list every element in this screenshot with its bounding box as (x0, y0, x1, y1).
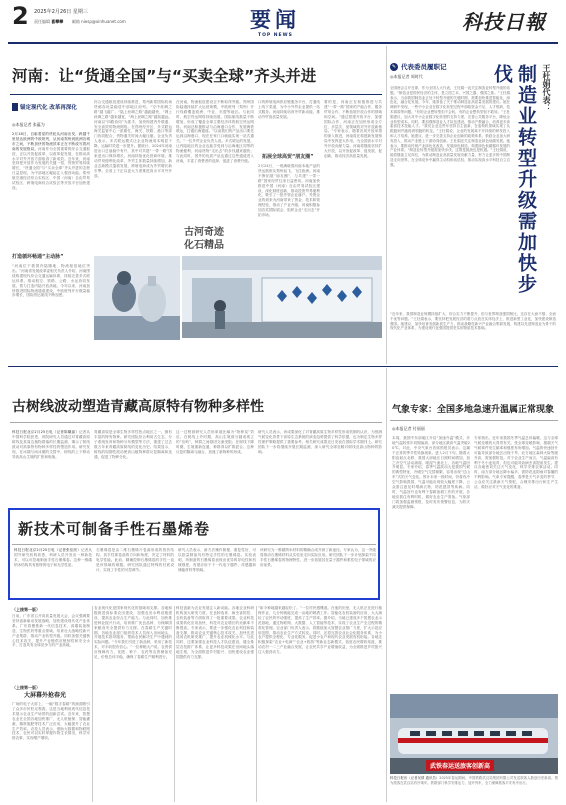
graphene-body-col4: 该研究为一维碳纳米材料的精确合成开辟了新途径。专家认为，这一突破将推动石墨烯材料从实验室走向实际应用。研究团队下一步计划探索不同手性石墨烯卷的物理特性，进一步拓展其在量子器件和柔性电子领域的应用前景。 (260, 548, 376, 567)
trees-weather-divider (386, 368, 387, 802)
rep-tag-icon: ✎ (391, 63, 397, 70)
trees-body-col4: 研究人员表示，该成果深化了对青藏高原生物多样性形成机制的认识，为预测气候变化背景下高原生态系统的演变趋势提供了科学依据，也为制定生物多样性保护策略提供了重要参考。相关研究成果近日发表在国际学术期刊上。研究团队下一步将继续开展长期监测，深入研究全球变暖对树线及高山物种的影响。 (258, 430, 382, 454)
editor-line (34, 19, 126, 25)
rep-vertical-name: 王杜娟代表： (542, 64, 551, 112)
weather-headline: 气象专家：全国多地急速升温属正常现象 (392, 405, 555, 415)
column-tag (12, 102, 77, 112)
bottom-body-col1b: 广场的电子大屏上，一幅“数字春耕”的画面吸引了众多市民驻足观看。这是当地利用现代信息技术展示农业生产场景的创新尝试。近年来，智慧农业在全国各地加快推广，无人机植保、智能灌溉、精准施肥等技术广泛应用，大幅提升了农业生产效率。农技人员表示，借助大数据和物联网技术，农民可以实时掌握作物生长情况，科学安排农事，实现增产增收。 (12, 702, 90, 741)
weather-byline: ◎本报记者 付丽丽 (392, 426, 425, 431)
col-divider-bottom-2 (174, 606, 175, 802)
graphene-body-col1: 科技日报北京2月25日电（记者张佳欣）记者从国外研究机构获悉，科研人员开发出一种新技术，可以可控地制备手性石墨烯卷。这种一维碳纳米结构具有独特的电子和光学性质。 (14, 548, 92, 567)
trees-headline: 古树线波动塑造青藏高原特有物种多样性 (12, 399, 264, 415)
lead-byline: ◎本报记者 张蕴为 (12, 122, 45, 127)
trees-body-col1: 科技日报北京2月25日电（记者陈曦嘉）记者从中国科学院获悉，该院研究人员通过对青藏高原树线及其周边植物群落的长期监测，揭示了树线波动对高原特有物种多样性的塑造作用。研究发现，在冰期与间冰期的交替中，树线的上下移动导致高山生境的扩张和收缩。 (12, 430, 90, 459)
wuhan-photo-title: 武铁春运送旅客创新高 (426, 760, 494, 771)
editor-name: 喜攀攀 (51, 19, 64, 24)
museum-illustration (182, 256, 382, 338)
lead-subhead-1: 打造循环畅通“主动脉” (12, 254, 64, 260)
lead-subhead-2: 拓展全球高贸“朋友圈” (262, 154, 314, 160)
bottom-body-col3: 科技创新为农业发展注入新动能。各地农业科研机构加大研发力度，在良种选育、病虫害防控、农机装备等方面取得了一批重要成果。农业科技成果转化应用加快，科技对农业增长的贡献率不断提高。专家表示，要进一步强化农业科技和装备支撑，推动农业关键核心技术攻关，加快先进适用农机研发推广，提升农业机械化水平。与此同时，还要加强农业科技人才队伍建设，健全基层农技推广体系，让更多科技成果在田间地头落地生根，为全面推进乡村振兴、加快建设农业强国提供有力支撑。 (176, 606, 254, 660)
issue-date: 2025年2月26日 星期三 (34, 9, 88, 15)
email-label: 邮箱 (71, 19, 80, 24)
lead-rep-divider (386, 46, 387, 364)
weather-body-col1: 本周，我国中东部地区开启“加速升温”模式，多地气温较常年同期偏高，部分地区最高气温突破20℃。对此，中央气象台首席预报员表示，这属于正常的季节性转换现象。进入2月下旬，随着太阳直射点北移，我国大部地区日照时间增加，加之冷空气活动减弱，暖湿气流北上，各地气温回升明显。专家介绍，春季气温波动大是我国气候的典型特征，冷暖空气交替频繁，容易出现“过山车”式的天气变化。预计未来一段时间，仍将有冷空气影响我国，气温可能出现较大幅度下降，公众需注意及时增减衣物，防范感冒等疾病。同时，气温回升也有利于春耕备耕工作的开展，各地应抓住有利时机，做好农业生产准备。气象部门将加强监测预报，及时发布预警信息，为防灾减灾提供保障。 (392, 436, 470, 509)
bottle-photo (94, 256, 180, 340)
lead-headline: 河南：让“货通全国”与“买卖全球”齐头并进 (12, 67, 317, 85)
rep-tag-label: 代表委员履职记 (401, 63, 447, 71)
graphene-body-col2: 石墨烯卷是由二维石墨烯片卷曲形成的管状结构，其手性即卷曲的方向和角度，决定了材料的电学性能。此前，精确控制石墨烯卷的手性一直是该领域的难题。研究团队通过特殊的衬底设计，实现了手性的可控调节。 (96, 548, 174, 572)
side-photo-title-2: 化石精品 (184, 240, 224, 251)
lead-body-col1b: “河南位于我国内陆腹地，物流枢纽地位突出。”河南省发展改革委相关负责人介绍，河南围绕构建现代综合交通运输体系，持续完善多式联运体系，推动航空、铁路、公路、水运协同发展，着力打造内陆开放高地。今年以来，河南加快推进国际物流通道建设，中欧班列开行数量稳步增长，国际货运航线不断加密。 (12, 264, 90, 298)
bottle-illustration (94, 256, 180, 340)
section-english: TOP NEWS (258, 33, 293, 38)
page-number: 2 (12, 2, 29, 30)
rep-vertical-headline: 制造业转型升级需加快步伐 (491, 64, 537, 295)
section-title: 要闻 (250, 7, 300, 32)
graphene-body-col3: 研究人员表示，新方法操作简便、重复性好，可以批量制备具有特定手性的石墨烯卷。实验表明，所制备的石墨烯卷表现出优异的导电性和机械强度，有望应用于下一代电子器件、传感器和储能材料等领域。 (178, 548, 256, 572)
lead-body-col1: 2月18日，自驱着星的货轮从河南出发，跨越千里抵达欧洲的中欧班列，从河南郑州到欧洲各城市之间，不断加快的物流效率正在不断改写着河南的发展格局。河南作为全国重要的综合交通枢纽，正以开放促改革、以改革促发展，在推动高水平对外开放方面取得了新成效。近年来，河南坚持把开放作为发展的关键一招，货物贸易持续增长，“货通全国”与“买卖全球”齐头并进的态势日益显现，为中部地区崛起注入强劲动能。郑州航空港经济综合实验区、中国（河南）自由贸易试验区、跨境电商综合试验区等开放平台加快建设。 (12, 132, 90, 190)
column-tag-icon (12, 103, 18, 111)
bottom-body-col1: 日前，广东省召开高质量发展大会，会议强调要坚持创新驱动发展战略，加快建设现代化产业体系。广东将聚焦新一代信息技术、高端装备制造、生物医药等重点领域，培育壮大战略性新兴产业集群，推动产业转型升级。同时加强关键核心技术攻关，提升产业链供应链韧性和安全水平，打造具有全球竞争力的产业高地。 (12, 614, 90, 648)
wuhan-caption-lead: 科技日报讯（记者吴倩 通讯员） (390, 776, 440, 780)
rep-tag (390, 62, 447, 71)
col-divider-bottom-3 (256, 606, 257, 802)
lead-body-col4: 口的跨境电商供应链服务平台，打通线上线下渠道，为中小外贸企业提供一站式服务。河南持续培育外贸新动能，推动外贸高质量发展。 (258, 100, 320, 119)
col-divider-bottom-1 (92, 606, 93, 802)
graphene-byline: 科技日报北京2月25日电（记者张佳欣） (14, 548, 81, 552)
big-screen-subhead: 大屏幕外抢春光 (24, 692, 67, 699)
weather-body-col2: 专家指出，近年来我国冬季气温总体偏暖，这与全球气候变暖的大背景有关。受全球变暖影响，极端天气气候事件发生频率和强度有所增加。气温的快速回升可能导致部分地区出现干旱，北方地区森林火险等级升高，需加强防范。对于农业生产而言，气温偏高有利于冬小麦返青，但也可能导致病虫害提前发生。建议各地密切关注天气变化，科学安排农事活动。同时，南方部分地区降水偏多，需防范连阴雨对春播的不利影响。气象专家提醒，春季是天气多变的季节，公众应关注最新天气预报，合理安排出行和生产生活，做好应对天气变化的准备。 (474, 436, 558, 490)
header-rule (8, 42, 558, 44)
weather-rule (390, 420, 558, 421)
rep-body-col2: “近年来，我国制造业规模持续扩大，综合实力不断提升，但与世界制造强国相比，还存在大而不强、全而不优等问题。”王杜娟表示，要坚持把发展经济的着力点放在实体经济上，推进新型工业化，加快建设制造强国。她建议，加快培育发展新质生产力，推动战略性新兴产业融合集群发展，构建以先进制造业为骨干的现代化产业体系，为建设现代化强国提供坚实的物质技术基础。 (390, 312, 556, 331)
newspaper-logo: 科技日報 (462, 10, 546, 34)
lead-body-col4b: 2月24日，一班满载着河南本地产品的货运航班从郑州起飞，飞往欧洲。河南不断拓展“朋友圈”，与共建“一带一路”国家经贸往来日益密切。河南加快推进中国（河南）自由贸易试验区建设，深化制度创新，推动投资贸易便利化，吸引了一批外资企业落户。外资企业的到来为河南带来了资金、技术和管理经验，推动了产业升级。河南积极参加各类国际展会，组织企业“走出去”开拓市场。 (258, 164, 320, 218)
lead-rule (10, 94, 382, 95)
bottom-body-col4: “如今种地越来越轻松了。”一位村民感慨道。在他的田里，无人机正在进行植保作业，几分钟就能完成一亩地的喷洒工作。智能化农机装备的应用，大大减轻了农民的劳动强度，提高了生产效率。据介绍，当地已建成多个智慧农业示范基地，通过物联网、大数据、人工智能等技术，实现了农业生产全过程的精准化管理。农业部门负责人表示，将继续加大智慧农业推广力度，扩大示范应用范围，推动农业生产方式转变。同时，还将完善农业社会化服务体系，为小农户提供全程化、专业化服务，促进小农户和现代农业发展有机衔接。各地还积极探索“农业+电商”“农业+旅游”等新业态新模式，拓宽农民增收渠道，推动农村一二三产业融合发展，让农民共享产业增值收益，为全面推进乡村振兴注入强劲动力。 (258, 606, 382, 655)
lead-body-col3: 在河南，物流枢纽建设正不断取得突破。郑州国际陆港持续扩大运营规模，中欧班列（郑州）开行线路覆盖欧洲、中亚、东盟等地区。与此同时，航空货运网络持续拓展，国际航线数量不断增加，形成了覆盖全球主要经济体的航空货运网络。河南还积极推动与沿海港口合作，发展海铁联运，打通出海通道。“以前我们的产品出口要先运到沿海港口，现在在家门口就能实现一站式通关。”一位外贸企业负责人说。多式联运的发展，让内陆地区的企业也能享受到与沿海地区同等的物流便利，河南货物“走出去”的步伐越来越快。与此同时，国外的优质产品也通过这些通道进入河南，丰富了消费者的选择，促进了消费升级。 (176, 100, 254, 163)
trees-body-col2: 青藏高原是全球生物多样性热点地区之一，拥有丰富的特有物种。研究团队综合利用古生态、分子系统发育和物种分布模型等方法，重建了过去数万年来青藏高原树线的变化历史。结果显示，树线的周期性波动使高山植物种群反复隔离和连通，促进了物种分化。 (94, 430, 172, 459)
continued-2: （上接第一版） (12, 685, 40, 690)
email-address: niesp@xinhuanet.com (81, 19, 126, 24)
page-header (0, 0, 566, 40)
editor-label: 责任编辑 (34, 19, 50, 24)
trees-body-col3: 这一过程被研究人员形象地比喻为“物种泵”效应。在树线上升时期，高山生境被分割成孤立的“岛屿”，种群之间基因交流受阻；在树线下降时期，生境重新连通，种群得以扩散混合。这种反复的隔离与融合，加速了新物种的形成。 (176, 430, 254, 454)
exhibition-hall-photo (182, 256, 382, 338)
trees-rule (10, 422, 382, 423)
graphene-headline: 新技术可制备手性石墨烯卷 (18, 520, 211, 538)
rep-body-col1: 全国两会召开在即，作为全国人大代表，王杜娟一直关注制造业转型升级的话题。“制造业是国民经济的主体，是立国之本、兴国之器、强国之基。”王杜娟表示，当前我国制造业正处于转型升级的关键时期，需要加快推进智能化、绿色化、融合化发展。今年，她准备了关于推动制造业高质量发展的建议。她在调研中发现，一些中小企业在数字化转型过程中面临资金不足、人才短缺、技术薄弱等问题。“有的企业想转型但不会转，有的企业想转型但不敢转。”王杜娟建议，加大对中小企业数字化转型的支持力度，完善公共服务平台，降低企业转型成本。同时，要加强制造业人才队伍建设，推动产教融合，培养更多高素质技术技能人才。“我们企业这些年坚持自主创新，在盾构机领域实现了从跟跑到并跑再到领跑的转变。”王杜娟说，企业的发展离不开持续的研发投入和人才培养。她建议，进一步完善支持企业创新的政策体系，鼓励企业加大研发投入，推动产业链上下游协同创新。王杜娟还关注制造业绿色低碳发展。她表示，要推动传统产业绿色化改造，发展绿色制造，构建绿色低碳循环发展的产业体系。“制造业转型升级需加快步伐，这既是挑战也是机遇。”王杜娟说，她将继续立足岗位，为推动制造业高质量发展贡献力量，努力让更多的中国制造走向世界，在全球竞争中赢得主动权和话语权，推动实现高水平科技自立自强。 (390, 86, 510, 167)
bottom-body-col2: 农业现代化是国家现代化的基础和支撑。各地积极推进高标准农田建设，加强农田水利设施建设，提高农业综合生产能力。与此同时，加快推进种业振兴行动，培育推广优良品种，为保障国家粮食安全提供有力支撑。在春耕生产关键时期，各地农业部门组织技术人员深入田间地头，开展技术指导服务，帮助农民解决生产中遇到的实际问题。“今年我们引进了新品种，采用了新技术，对丰收很有信心。”一位种粮大户说。农资供应保障有力，化肥、种子、农药等农资储备充足，价格总体平稳，确保了春耕生产顺利进行。 (94, 606, 172, 660)
lead-body-col5: 要的是，河南正在积极推进与共建“一带一路”国家的产能合作、服务贸易合作，不断拓展开放合作的领域和空间。“通过搭建开放平台、加强国际合作，河南正在加快形成全方位、多层次、宽领域的对外开放新格局。”专家表示，随着各项开放举措的深入推进，河南将在构建新发展格局中发挥更大作用，为全国高水平对外开放贡献力量。河南将继续坚持扩大开放，以开放促改革、促发展、促创新，推动经济高质量发展。 (324, 100, 382, 158)
wuhan-caption: 科技日报讯（记者吴倩 通讯员）2025年春运期间，中国铁路武汉局集团有限公司发送旅客人数创历史新高。图为旅客在武汉站有序乘车。铁路部门科学安排运力，加开列车，全力保障旅客平安有序出行。 (390, 776, 558, 785)
lead-body-col2: 综合交通枢纽建设持续推进，郑州新郑国际机场货邮吞吐量稳居中部地区前列。“空中丝绸之路”越飞越广，“陆上丝绸之路”越跑越快，“网上丝绸之路”越来越宽，“海上丝绸之路”越拓越远。河南以“四路协同”为抓手，加快构建内外联通、安全高效的物流网络。在郑州经开区，多式联运海关监管中心一派繁忙，海关、铁路、港口等部门协同配合，货物通关时间大幅压缩。企业负责人表示，多式联运模式让企业物流成本明显下降，运输时效进一步提升。据统计，2024年河南进出口总值稳中有升，其中对共建“一带一路”国家进出口保持增长。河南持续优化营商环境，推动贸易便利化改革，外贸主体数量持续增加，新业态新模式蓬勃发展，跨境电商成为外贸增长新引擎。全省上下正以更大力度推进高水平对外开放。 (94, 100, 172, 178)
top-section-bottom-rule (8, 366, 558, 367)
rep-byline: ◎本报记者 周时代 (390, 74, 423, 79)
column-tag-label: 锚定现代化 改革再深化 (20, 105, 77, 111)
graphene-rule (12, 544, 376, 545)
trees-byline: 科技日报北京2月25日电（记者陈曦嘉） (12, 430, 79, 434)
continued-1: （上接第一版） (12, 607, 40, 612)
wuhan-rail-photo (390, 694, 558, 774)
side-photo-title-1: 古河奇迹 (184, 227, 224, 238)
